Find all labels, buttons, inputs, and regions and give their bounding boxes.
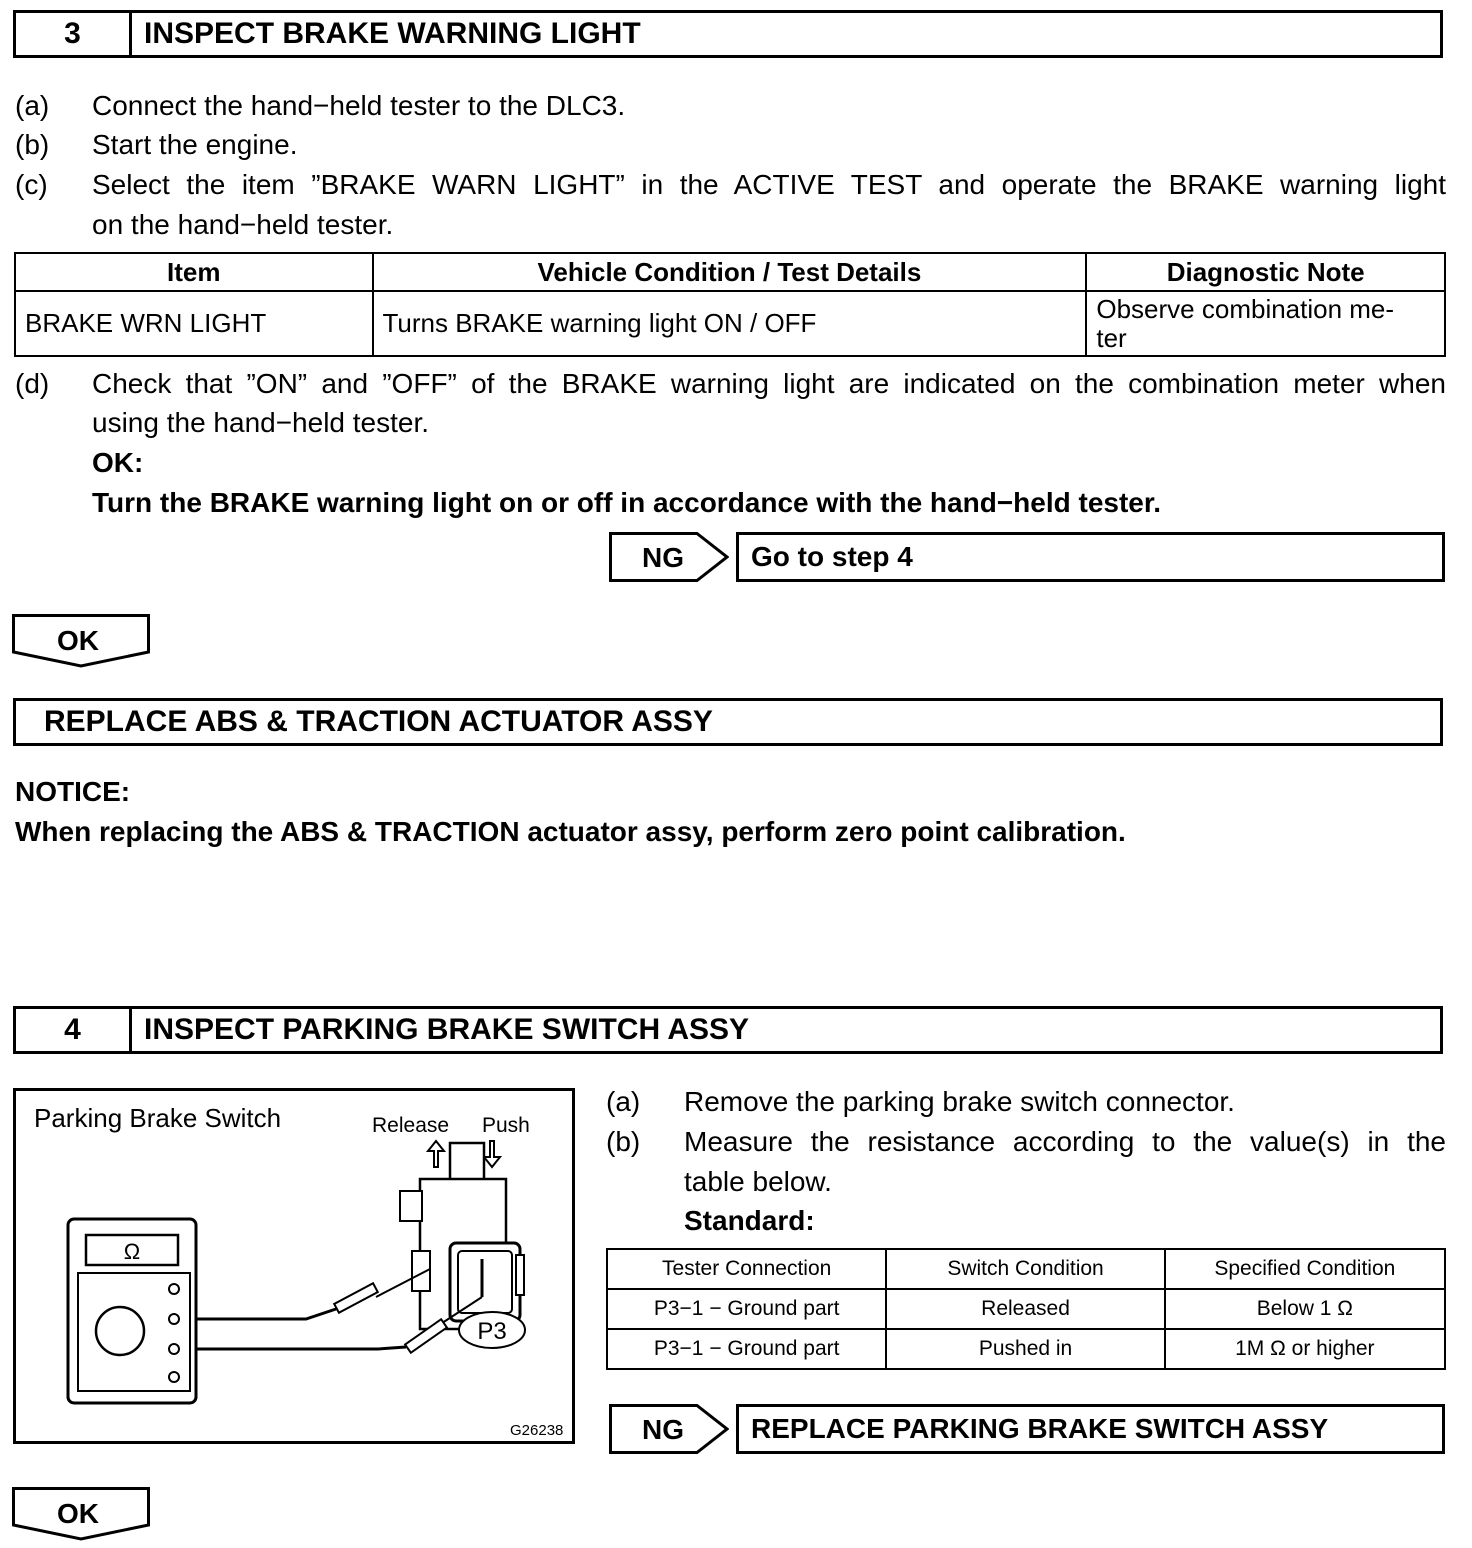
ng-branch-step4: [609, 1404, 1445, 1454]
release-arrow-icon: [428, 1141, 444, 1167]
ng-tag-label: NG: [642, 542, 684, 573]
ng-branch-step3: [609, 532, 1445, 582]
notice-label: NOTICE:: [15, 776, 131, 807]
table-cell-condition: Turns BRAKE warning light ON / OFF: [373, 291, 1087, 356]
ok-criteria-text: Turn the BRAKE warning light on or off in accordance with the hand−held tester.: [92, 487, 1162, 518]
connector-p3: [450, 1243, 520, 1321]
step4-b-label: (b): [606, 1126, 641, 1157]
step4-header: [13, 1006, 1443, 1054]
ohm-symbol: Ω: [123, 1239, 141, 1264]
step3-c-text: Select the item ”BRAKE WARN LIGHT” in the ACTIVE TEST and operate the BRAKE warning light: [92, 169, 1446, 200]
standard-label: Standard:: [684, 1205, 815, 1236]
table-row: [15, 291, 1445, 356]
switch-plunger: [450, 1143, 484, 1183]
table-header-item: Item: [15, 253, 373, 291]
figure-id: G26238: [510, 1422, 564, 1439]
table-header-switch: Switch Condition: [886, 1249, 1164, 1289]
ng-arrow-icon: [609, 532, 729, 582]
ng-destination[interactable]: Go to step 4: [736, 532, 1445, 582]
table-header-note: Diagnostic Note: [1086, 253, 1445, 291]
table-row: [607, 1329, 1445, 1369]
table-cell: Released: [886, 1289, 1164, 1329]
probe-1: [334, 1283, 378, 1312]
step3-a-text: Connect the hand−held tester to the DLC3.: [92, 90, 626, 121]
table-cell-note: Observe combination me- ter: [1086, 291, 1445, 356]
step3-number: 3: [16, 13, 132, 55]
push-label: Push: [482, 1114, 530, 1137]
step3-b-text: Start the engine.: [92, 129, 298, 160]
step4-b-text2: table below.: [684, 1166, 832, 1197]
table-cell: Below 1 Ω: [1165, 1289, 1445, 1329]
replace-actuator-box: REPLACE ABS & TRACTION ACTUATOR ASSY: [13, 698, 1443, 746]
release-label: Release: [372, 1114, 450, 1137]
ng-destination[interactable]: REPLACE PARKING BRAKE SWITCH ASSY: [736, 1404, 1445, 1454]
push-arrow-icon: [484, 1141, 500, 1167]
step4-a-label: (a): [606, 1086, 641, 1117]
table-header-connection: Tester Connection: [607, 1249, 886, 1289]
step3-c-label: (c): [15, 169, 48, 200]
table-cell: 1M Ω or higher: [1165, 1329, 1445, 1369]
step3-c-text2: on the hand−held tester.: [92, 209, 394, 240]
step3-header: [13, 10, 1443, 58]
table-row: [607, 1289, 1445, 1329]
step4-title: INSPECT PARKING BRAKE SWITCH ASSY: [144, 1013, 750, 1046]
step4-number: 4: [16, 1009, 132, 1051]
step4-a-text: Remove the parking brake switch connector.: [684, 1086, 1235, 1117]
ok-branch-step3[interactable]: [12, 614, 150, 668]
step3-d-text: Check that ”ON” and ”OFF” of the BRAKE warning light are indicated on the combination meter when: [92, 368, 1446, 399]
step3-d-text2: using the hand−held tester.: [92, 407, 430, 438]
table-cell: P3−1 − Ground part: [607, 1289, 886, 1329]
step4-b-text: Measure the resistance according to the value(s) in the: [684, 1126, 1446, 1157]
table-header-specified: Specified Condition: [1165, 1249, 1445, 1289]
ng-tag-label: NG: [642, 1414, 684, 1445]
ok-label: OK: [57, 1498, 99, 1529]
ok-label: OK: [57, 625, 99, 656]
connector-label: P3: [477, 1318, 507, 1345]
resistance-table: [606, 1248, 1446, 1370]
ok-criteria-label: OK:: [92, 447, 144, 478]
table-cell-item: BRAKE WRN LIGHT: [15, 291, 373, 356]
ok-branch-step4[interactable]: [12, 1487, 150, 1541]
step3-b-label: (b): [15, 129, 50, 160]
table-header-condition: Vehicle Condition / Test Details: [373, 253, 1087, 291]
ng-arrow-icon: [609, 1404, 729, 1454]
step3-title: INSPECT BRAKE WARNING LIGHT: [144, 17, 641, 50]
step3-a-label: (a): [15, 90, 50, 121]
step3-d-label: (d): [15, 368, 50, 399]
active-test-table: [14, 252, 1446, 357]
table-cell: Pushed in: [886, 1329, 1164, 1369]
parking-brake-switch-diagram: [13, 1088, 575, 1444]
notice-text: When replacing the ABS & TRACTION actuator assy, perform zero point calibration.: [15, 816, 1126, 847]
table-cell: P3−1 − Ground part: [607, 1329, 886, 1369]
diagram-title: Parking Brake Switch: [34, 1103, 282, 1133]
